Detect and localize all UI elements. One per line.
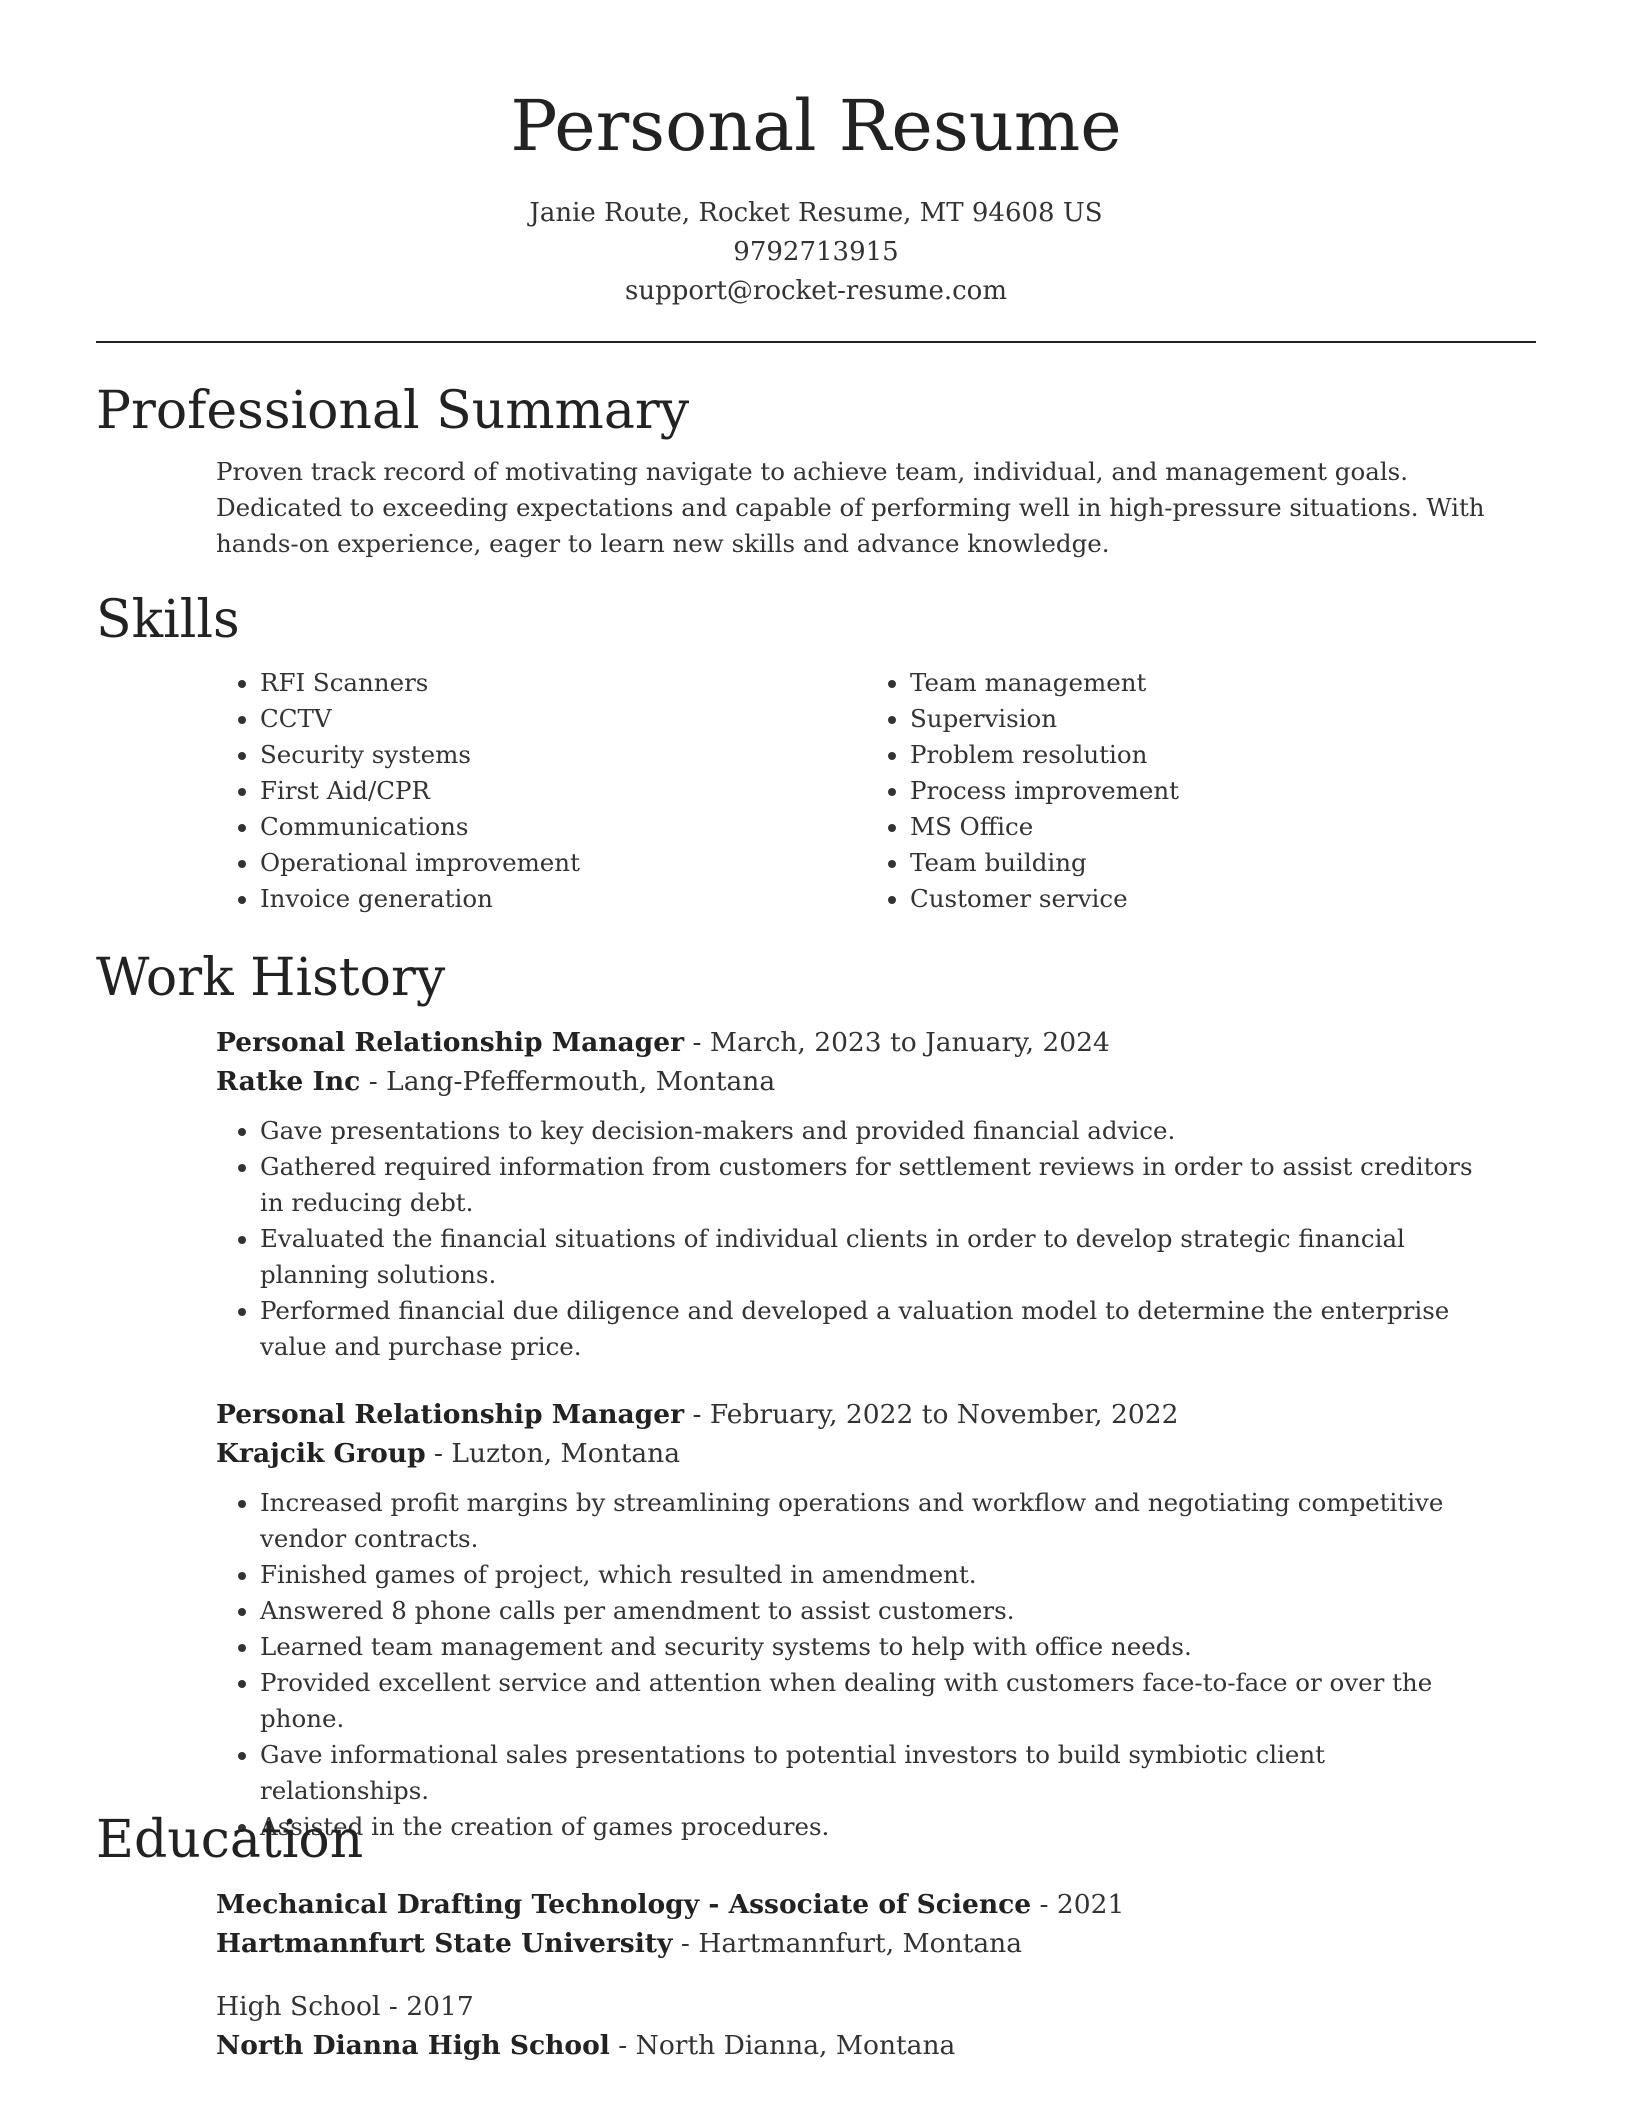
skill-item: • Process improvement (910, 773, 1516, 809)
job-location: - Luzton, Montana (425, 1438, 681, 1469)
contact-block (96, 194, 1536, 311)
skill-item: • Security systems (260, 737, 866, 773)
job-company: Ratke Inc (216, 1066, 361, 1097)
skills-column-left (216, 665, 866, 917)
job-dates: - March, 2023 to January, 2024 (684, 1027, 1110, 1058)
skill-item: • Operational improvement (260, 845, 866, 881)
header-divider (96, 341, 1536, 343)
education-location: - Hartmannfurt, Montana (672, 1928, 1023, 1959)
job-title-line (216, 1395, 1536, 1434)
job-title: Personal Relationship Manager (216, 1399, 685, 1430)
skill-item: • CCTV (260, 701, 866, 737)
job-bullet: • Provided excellent service and attention when dealing with customers face-to-face or over the phone. (260, 1665, 1500, 1737)
skill-item: • Problem resolution (910, 737, 1516, 773)
job-bullet: • Gave presentations to key decision-makers and provided financial advice. (260, 1113, 1500, 1149)
job-bullet: • Gathered required information from customers for settlement reviews in order to assist creditors in reducing debt. (260, 1149, 1500, 1221)
education-school-line (216, 2026, 1536, 2065)
education-school-line (216, 1924, 1536, 1963)
job-title-line (216, 1023, 1536, 1062)
job-bullet: • Answered 8 phone calls per amendment to assist customers. (260, 1593, 1500, 1629)
job-bullets (216, 1113, 1500, 1365)
job-bullet: • Learned team management and security systems to help with office needs. (260, 1629, 1500, 1665)
education-entry (216, 1885, 1536, 1963)
job-company-line (216, 1062, 1536, 1101)
summary-section (96, 380, 1536, 562)
resume-header (96, 82, 1536, 311)
education-year: - 2021 (1031, 1889, 1125, 1920)
education-field: Mechanical Drafting Technology (216, 1889, 700, 1920)
education-school: North Dianna High School (216, 2030, 610, 2061)
education-degree: Associate of Science (728, 1889, 1032, 1920)
job-dates: - February, 2022 to November, 2022 (684, 1399, 1179, 1430)
job-bullet: • Evaluated the financial situations of individual clients in order to develop strategic financial planning solutions. (260, 1221, 1500, 1293)
skill-item: • Communications (260, 809, 866, 845)
education-degree-line: Mechanical Drafting Technology - Associate of Science - 2021 (216, 1889, 1125, 1920)
summary-heading: Professional Summary (96, 381, 690, 441)
job-location: - Lang-Pfeffermouth, Montana (360, 1066, 776, 1097)
contact-address: Janie Route, Rocket Resume, MT 94608 US (529, 198, 1103, 228)
education-heading: Education (96, 1810, 364, 1870)
education-entry (216, 1987, 1536, 2065)
skill-item: • Customer service (910, 881, 1516, 917)
job-company-line (216, 1434, 1536, 1473)
job-company: Krajcik Group (216, 1438, 426, 1469)
contact-phone: 9792713915 (733, 237, 899, 267)
skill-item: • Team building (910, 845, 1516, 881)
skill-item: • First Aid/CPR (260, 773, 866, 809)
resume-title: Personal Resume (510, 85, 1122, 167)
job-entry (216, 1395, 1536, 1845)
job-bullet: • Assisted in the creation of games procedures. (260, 1809, 1500, 1845)
summary-text: Proven track record of motivating navigate to achieve team, individual, and management goals. Dedicated to exceeding expectations and capable of performing well in high-pressure situations. With hands-on experience, eager to learn new skills and advance knowledge. (216, 457, 1485, 558)
education-degree-line (216, 1987, 1536, 2026)
skill-item: • Team management (910, 665, 1516, 701)
skill-item: • Invoice generation (260, 881, 866, 917)
skill-item: • RFI Scanners (260, 665, 866, 701)
job-entry (216, 1023, 1536, 1365)
skills-section (96, 589, 1536, 917)
skills-grid (216, 665, 1536, 917)
education-field: High School (216, 1991, 381, 2022)
skill-item: • MS Office (910, 809, 1516, 845)
job-bullet: • Performed financial due diligence and developed a valuation model to determine the enterprise value and purchase price. (260, 1293, 1500, 1365)
education-school: Hartmannfurt State University (216, 1928, 673, 1959)
job-title: Personal Relationship Manager (216, 1027, 685, 1058)
work-history-section (96, 947, 1536, 1845)
education-section (96, 1809, 1536, 2065)
contact-email: support@rocket-resume.com (624, 276, 1007, 306)
skills-column-right (866, 665, 1516, 917)
work-history-heading: Work History (96, 948, 446, 1008)
skill-item: • Supervision (910, 701, 1516, 737)
skills-heading: Skills (96, 590, 240, 650)
education-year: - 2017 (380, 1991, 474, 2022)
job-bullet: • Increased profit margins by streamlining operations and workflow and negotiating competitive vendor contracts. (260, 1485, 1500, 1557)
education-location: - North Dianna, Montana (609, 2030, 956, 2061)
job-bullet: • Finished games of project, which resulted in amendment. (260, 1557, 1500, 1593)
job-bullet: • Gave informational sales presentations to potential investors to build symbiotic client relationships. (260, 1737, 1500, 1809)
job-bullets (216, 1485, 1500, 1845)
